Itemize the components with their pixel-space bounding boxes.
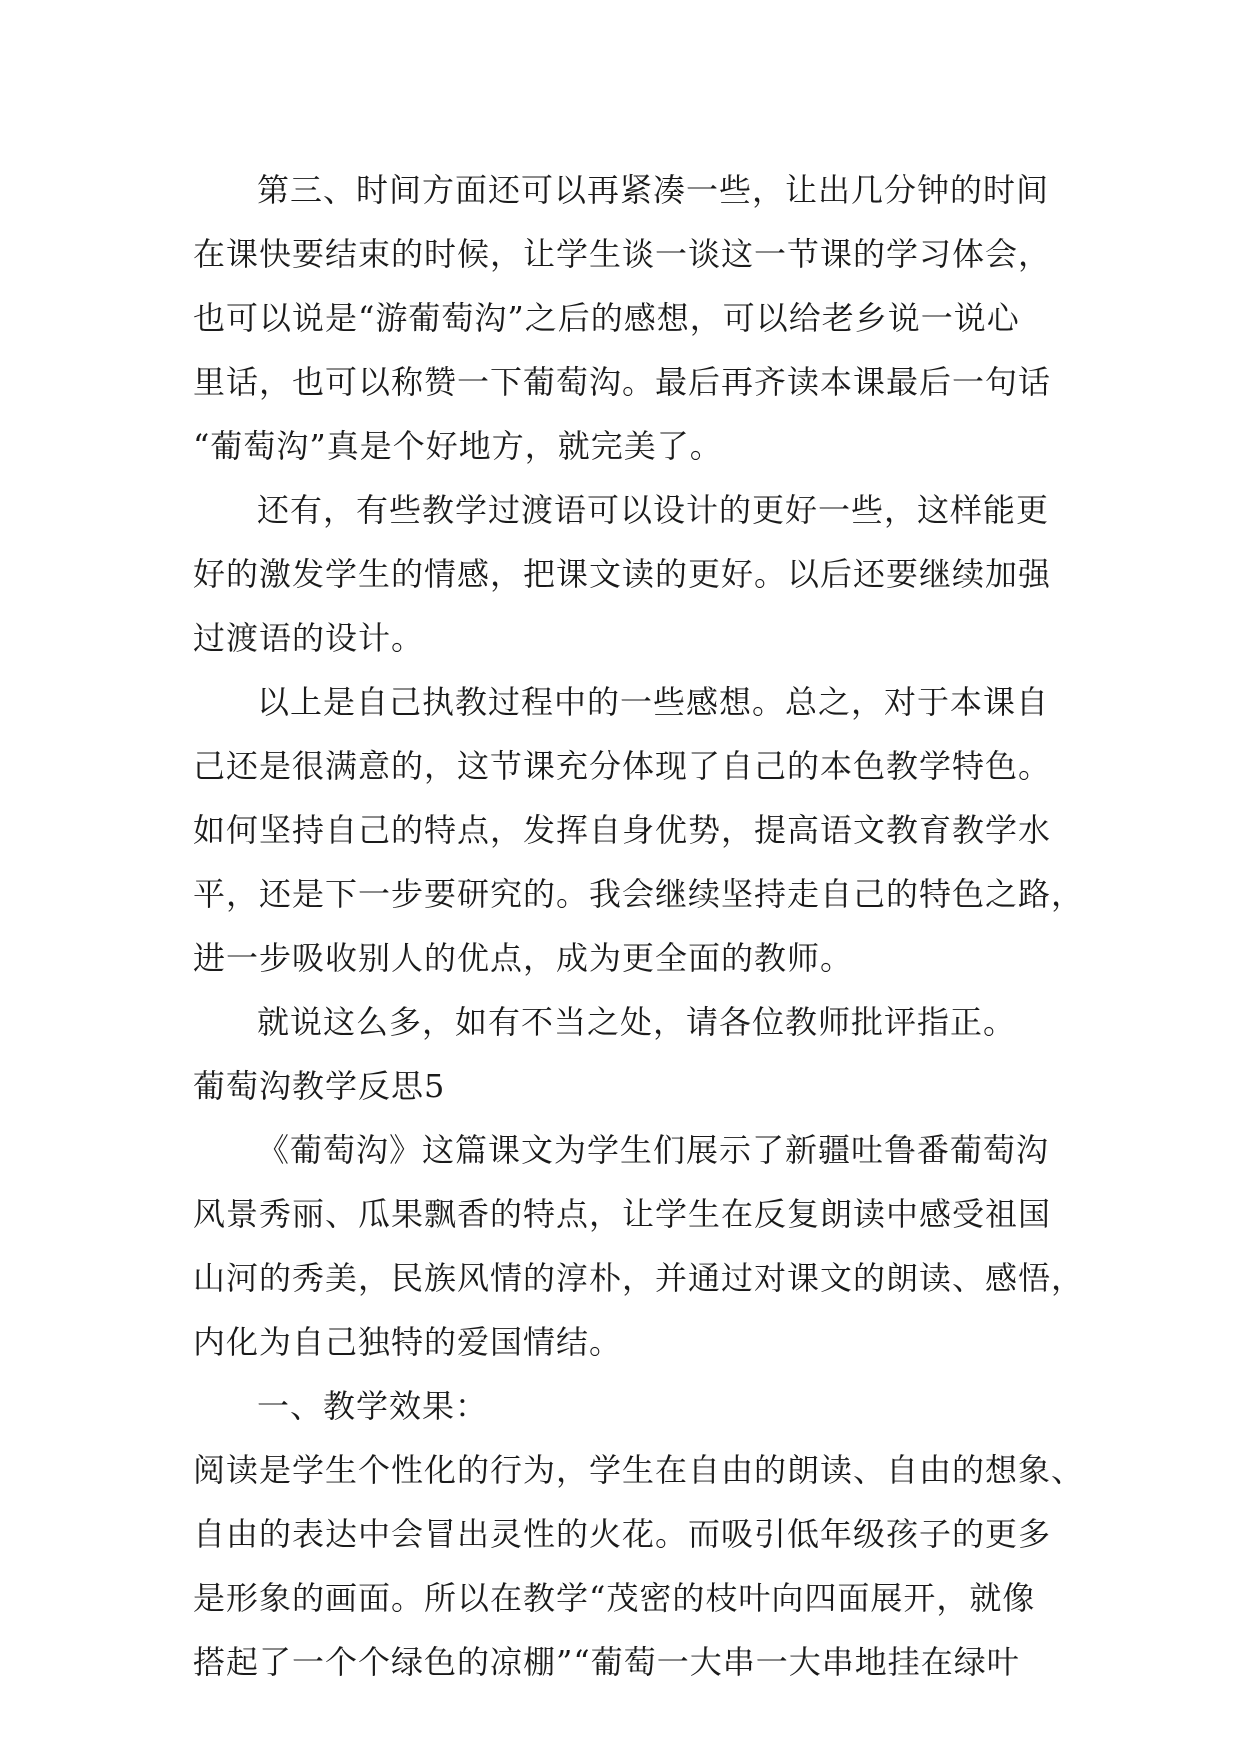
text-line: 还有，有些教学过渡语可以设计的更好一些，这样能更	[257, 491, 1050, 529]
text-line: 以上是自己执教过程中的一些感想。总之，对于本课自	[257, 683, 1050, 721]
text-line: “葡萄沟”真是个好地方，就完美了。	[193, 427, 723, 465]
text-line: 第三、时间方面还可以再紧凑一些，让出几分钟的时间	[257, 171, 1050, 209]
text-line: 风景秀丽、瓜果飘香的特点，让学生在反复朗读中感受祖国	[193, 1195, 1052, 1233]
text-line: 是形象的画面。所以在教学“茂密的枝叶向四面展开，就像	[193, 1579, 1036, 1617]
text-line: 就说这么多，如有不当之处，请各位教师批评指正。	[257, 1003, 1017, 1041]
text-line: 过渡语的设计。	[193, 619, 425, 657]
text-line: 进一步吸收别人的优点，成为更全面的教师。	[193, 939, 854, 977]
section-heading: 葡萄沟教学反思5	[193, 1067, 446, 1105]
text-line: 阅读是学生个性化的行为，学生在自由的朗读、自由的想象、	[193, 1451, 1085, 1489]
text-line: 自由的表达中会冒出灵性的火花。而吸引低年级孩子的更多	[193, 1515, 1052, 1553]
text-line: 里话，也可以称赞一下葡萄沟。最后再齐读本课最后一句话	[193, 363, 1052, 401]
text-line: 也可以说是“游葡萄沟”之后的感想，可以给老乡说一说心	[193, 299, 1020, 337]
text-line: 平，还是下一步要研究的。我会继续坚持走自己的特色之路，	[193, 875, 1085, 913]
text-line: 好的激发学生的情感，把课文读的更好。以后还要继续加强	[193, 555, 1052, 593]
subheading: 一、教学效果：	[257, 1387, 489, 1425]
text-line: 山河的秀美，民族风情的淳朴，并通过对课文的朗读、感悟，	[193, 1259, 1085, 1297]
text-line: 己还是很满意的，这节课充分体现了自己的本色教学特色。	[193, 747, 1052, 785]
text-line: 内化为自己独特的爱国情结。	[193, 1323, 623, 1361]
document-body	[193, 158, 1085, 1694]
text-line: 搭起了一个个绿色的凉棚”“葡萄一大串一大串地挂在绿叶	[193, 1643, 1020, 1681]
text-line: 《葡萄沟》这篇课文为学生们展示了新疆吐鲁番葡萄沟	[257, 1131, 1050, 1169]
text-line: 在课快要结束的时候，让学生谈一谈这一节课的学习体会，	[193, 235, 1052, 273]
text-line: 如何坚持自己的特点，发挥自身优势，提高语文教育教学水	[193, 811, 1052, 849]
